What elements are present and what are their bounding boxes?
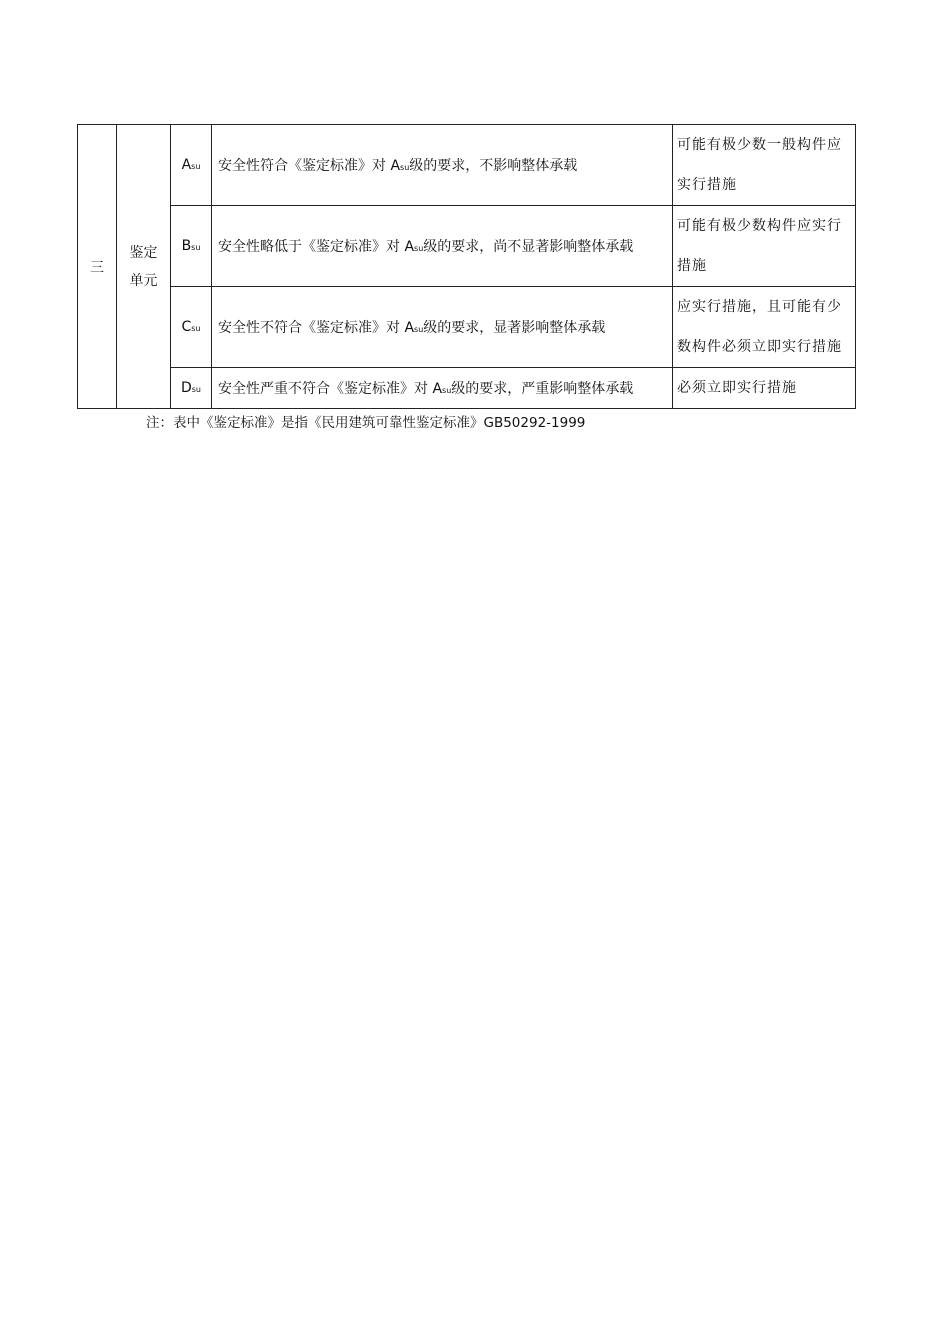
desc-text-post: 级的要求，尚不显著影响整体承载 — [423, 239, 634, 255]
grade-code-subscript: su — [191, 243, 201, 252]
grade-code-cell — [171, 206, 212, 287]
grade-description-cell — [212, 368, 673, 409]
table-row — [78, 206, 856, 287]
grade-description-cell — [212, 206, 673, 287]
grade-code-subscript: su — [191, 162, 201, 171]
table-row — [78, 125, 856, 206]
desc-text-pre: 安全性略低于《鉴定标准》对 A — [218, 239, 415, 255]
desc-subscript: su — [442, 386, 452, 395]
desc-subscript: su — [400, 163, 410, 172]
grade-action-cell: 可能有极少数构件应实行措施 — [673, 206, 856, 287]
grade-code-letter: B — [181, 238, 192, 254]
section-number-cell: 三 — [78, 125, 117, 409]
grade-table — [77, 124, 856, 409]
grade-code-cell — [171, 125, 212, 206]
table-row — [78, 368, 856, 409]
unit-label-line2: 单元 — [129, 272, 158, 289]
grade-action-cell: 必须立即实行措施 — [673, 368, 856, 409]
grade-code-cell — [171, 287, 212, 368]
desc-text-pre: 安全性符合《鉴定标准》对 A — [218, 158, 401, 174]
desc-text-post: 级的要求，不影响整体承载 — [409, 158, 578, 174]
grade-description-cell — [212, 125, 673, 206]
unit-cell — [117, 125, 171, 409]
desc-text-pre: 安全性不符合《鉴定标准》对 A — [218, 320, 415, 336]
grade-description-cell — [212, 287, 673, 368]
table-footnote: 注：表中《鉴定标准》是指《民用建筑可靠性鉴定标准》GB50292-1999 — [146, 415, 586, 431]
desc-text-post: 级的要求，显著影响整体承载 — [423, 320, 606, 336]
unit-label-line1: 鉴定 — [129, 244, 158, 261]
grade-code-letter: D — [180, 380, 192, 396]
grade-action-cell: 应实行措施，且可能有少数构件必须立即实行措施 — [673, 287, 856, 368]
desc-subscript: su — [414, 244, 424, 253]
desc-subscript: su — [414, 325, 424, 334]
grade-action-cell: 可能有极少数一般构件应实行措施 — [673, 125, 856, 206]
desc-text-post: 级的要求，严重影响整体承载 — [451, 381, 634, 397]
grade-code-subscript: su — [191, 324, 201, 333]
grade-code-letter: A — [181, 157, 192, 173]
table-row — [78, 287, 856, 368]
grade-code-cell — [171, 368, 212, 409]
grade-code-subscript: su — [191, 385, 202, 394]
desc-text-pre: 安全性严重不符合《鉴定标准》对 A — [218, 381, 443, 397]
grade-code-letter: C — [181, 319, 192, 335]
